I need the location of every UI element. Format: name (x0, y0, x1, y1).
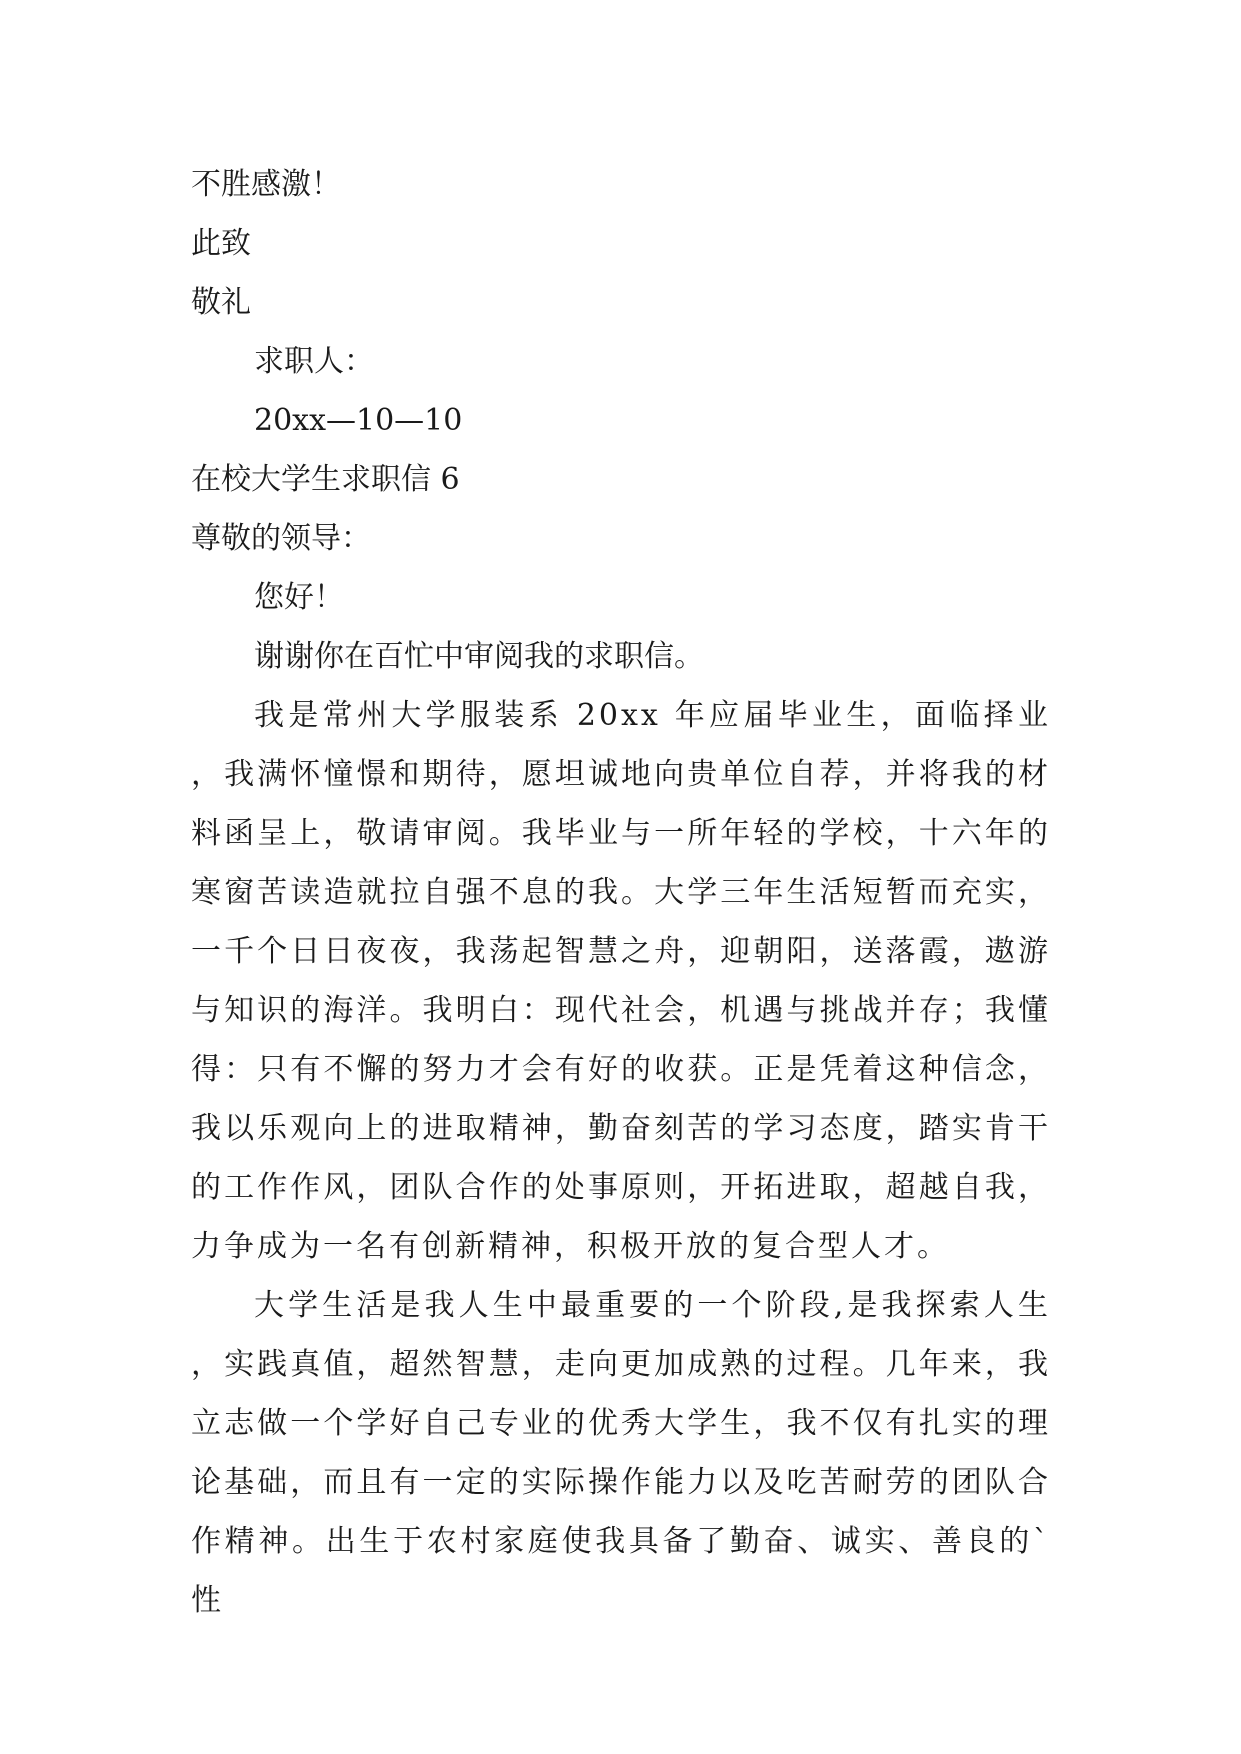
closing-salutation: 此致 (191, 226, 251, 261)
closing-thanks: 不胜感激！ (191, 167, 341, 202)
signature-date: 20xx—10—10 (254, 403, 463, 438)
letter-greeting: 尊敬的领导： (191, 521, 371, 556)
body-paragraph-2: 大学生活是我人生中最重要的一个阶段,是我探索人生，实践真值，超然智慧，走向更加成熟的过程。几年来，我立志做一个学好自己专业的优秀大学生，我不仅有扎实的理论基础，而且有一定的实际操作能力以及吃苦耐劳的团队合作精神。出生于农村家庭使我具备了勤奋、诚实、善良的`性 (191, 1288, 1051, 1618)
letter-body (191, 155, 1051, 1630)
letter-hello: 您好！ (254, 580, 344, 615)
closing-regards: 敬礼 (191, 285, 251, 320)
letter-thanks: 谢谢你在百忙中审阅我的求职信。 (254, 639, 704, 674)
signature-applicant: 求职人： (254, 344, 374, 379)
body-paragraph-1: 我是常州大学服装系 20xx 年应届毕业生，面临择业，我满怀憧憬和期待，愿坦诚地向贵单位自荐，并将我的材料函呈上，敬请审阅。我毕业与一所年轻的学校，十六年的寒窗苦读造就拉自强不息的我。大学三年生活短暂而充实，一千个日日夜夜，我荡起智慧之舟，迎朝阳，送落霞，遨游与知识的海洋。我明白：现代社会，机遇与挑战并存；我懂得：只有不懈的努力才会有好的收获。正是凭着这种信念，我以乐观向上的进取精神，勤奋刻苦的学习态度，踏实肯干的工作作风，团队合作的处事原则，开拓进取，超越自我，力争成为一名有创新精神，积极开放的复合型人才。 (191, 698, 1051, 1264)
section-title: 在校大学生求职信 6 (191, 462, 460, 497)
